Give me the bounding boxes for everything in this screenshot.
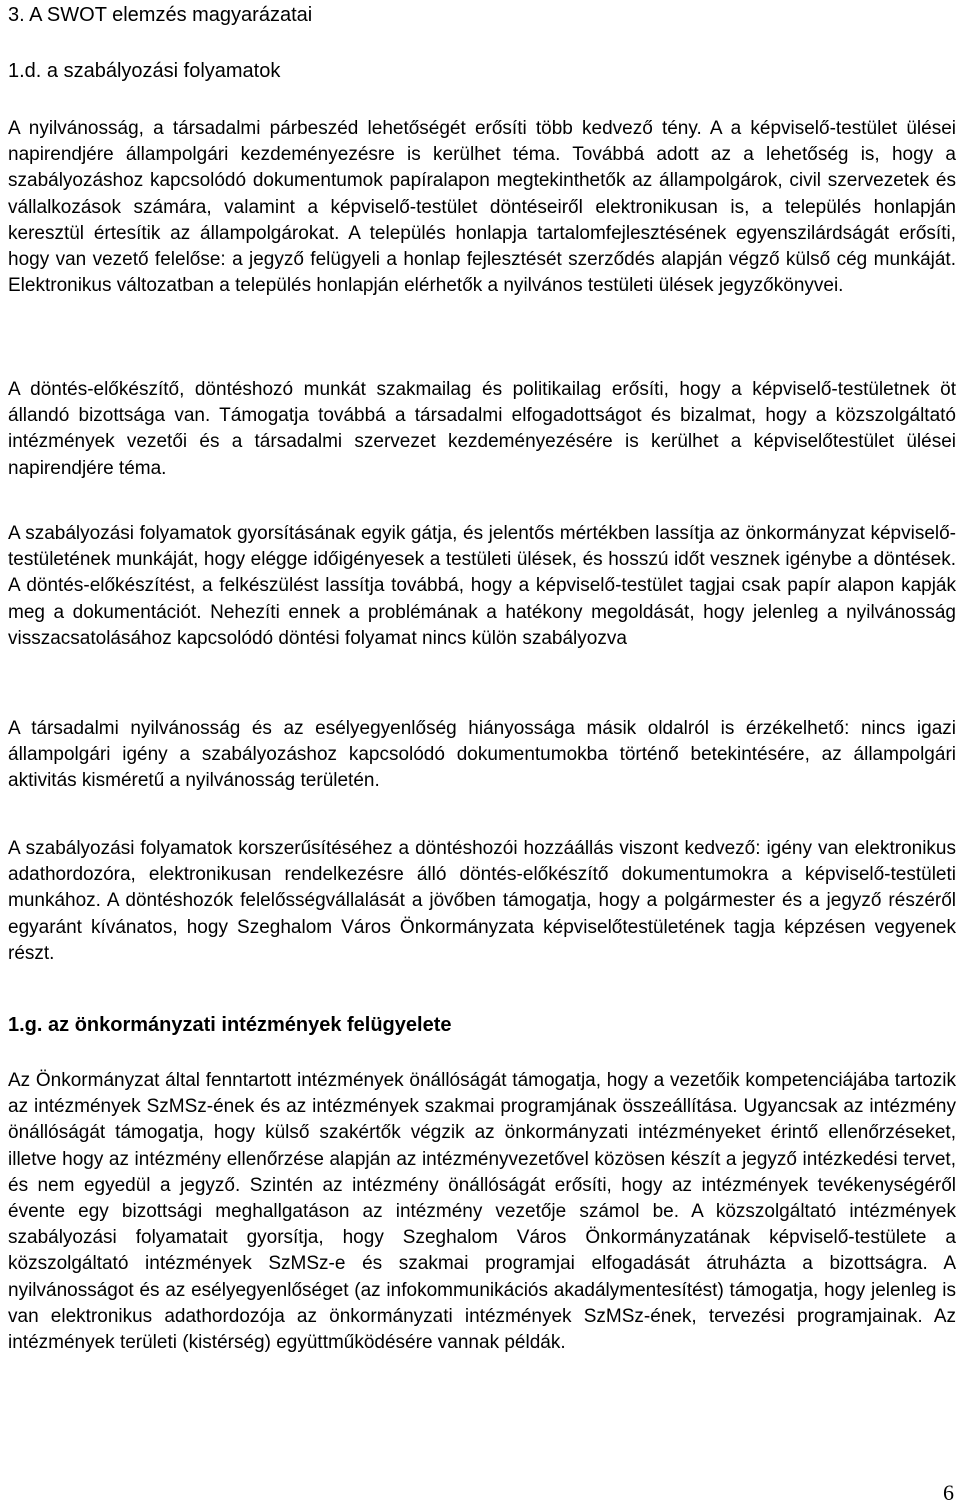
paragraph-1g-1: Az Önkormányzat által fenntartott intézmények önállóságát támogatja, hogy a vezetőik kompetenciájába tartozik az intézmények SzMSz-ének és az intézmények szakmai programjának összeállítása. Ugyancsak az intézmény önállóságát támogatja, hogy külső szakértők végzik az önkormányzati intézményeket érintő ellenőrzéseket, illetve hogy az intézmény ellenőrzése alapján az intézményvezetővel közösen készít a jegyző intézkedési tervet, és nem egyedül a jegyző. Szintén az intézmény önállóságát erősíti, hogy az intézmények tevékenységéről évente egy bizottsági meghallgatáson az intézmény vezetője számol be. A közszolgáltató intézmények szabályozási folyamatait gyorsítja, hogy Szeghalom Város Önkormányzatának képviselő-testülete a közszolgáltató intézmények SzMSz-e és szakmai programjai elfogadását átruházta a bizottságra. A nyilvánosságot és az esélyegyenlőséget (az infokommunikációs akadálymentesítést) támogatja, hogy jelenleg is van elektronikus adathordozója az önkormányzati intézmények SzMSz-ének, tervezési programjainak. Az intézmények területi (kistérség) együttműködésére vannak példák. [8, 1070, 956, 1354]
paragraph-1d-2: A döntés-előkészítő, döntéshozó munkát szakmailag és politikailag erősíti, hogy a képviselő-testületnek öt állandó bizottsága van. Támogatja továbbá a társadalmi elfogadottságot és bizalmat, hogy a közszolgáltató intézmények vezetői és a társadalmi szervezet kezdeményezésére is kerülhet a képviselőtestület ülései napirendjére téma. [8, 379, 956, 479]
paragraph-1d-1: A nyilvánosság, a társadalmi párbeszéd lehetőségét erősíti több kedvező tény. A a képviselő-testület ülései napirendjére állampolgári kezdeményezésre is kerülhet téma. Továbbá adott az a lehetőség is, hogy a szabályozáshoz kapcsolódó dokumentumok papíralapon megtekinthetők az állampolgárok, civil szervezetek és vállalkozások számára, valamint a képviselő-testület döntéseiről elektronikusan is, a település honlapján keresztül értesítik az állampolgárokat. A település honlapja tartalomfejlesztésének egyenszilárdságát erősíti, hogy van vezető felelőse: a jegyző felügyeli a honlap fejlesztését szerződés alapján végző külső cég munkáját. Elektronikus változatban a település honlapján elérhetők a nyilvános testületi ülések jegyzőkönyvei. [8, 118, 956, 297]
page-number: 6 [943, 1480, 954, 1505]
paragraph-1d-4: A társadalmi nyilvánosság és az esélyegyenlőség hiányossága másik oldalról is érzékelhető: nincs igazi állampolgári igény a szabályozáshoz kapcsolódó dokumentumokba történő betekintésére, az állampolgári aktivitás kisméretű a nyilvánosság területén. [8, 718, 956, 792]
paragraph-1d-3: A szabályozási folyamatok gyorsításának egyik gátja, és jelentős mértékben lassítja az önkormányzat képviselő-testületének munkáját, hogy elégge időigényesek a testületi ülések, és hosszú időt vesznek igénybe a döntések. A döntés-előkészítést, a felkészülést lassítja továbbá, hogy a képviselő-testület tagjai csak papír alapon kapják meg a dokumentációt. Nehezíti ennek a problémának a hatékony megoldását, hogy jelenleg a nyilvánosság visszacsatolásához kapcsolódó döntési folyamat nincs külön szabályozva [8, 523, 956, 649]
section-heading: 3. A SWOT elemzés magyarázatai [8, 4, 313, 26]
subsection-heading-1d: 1.d. a szabályozási folyamatok [8, 60, 281, 82]
paragraph-1d-5: A szabályozási folyamatok korszerűsítéséhez a döntéshozói hozzáállás viszont kedvező: igény van elektronikus adathordozóra, elektronikusan rendelkezésre álló döntés-előkészítő dokumentumokra a képviselő-testületi munkához. A döntéshozók felelősségvállalását a jövőben támogatja, hogy a polgármester és a jegyző részéről egyaránt kívánatos, hogy Szeghalom Város Önkormányzata képviselőtestületének tagja képzésen vegyenek részt. [8, 838, 956, 964]
subsection-heading-1g: 1.g. az önkormányzati intézmények felügyelete [8, 1014, 452, 1036]
